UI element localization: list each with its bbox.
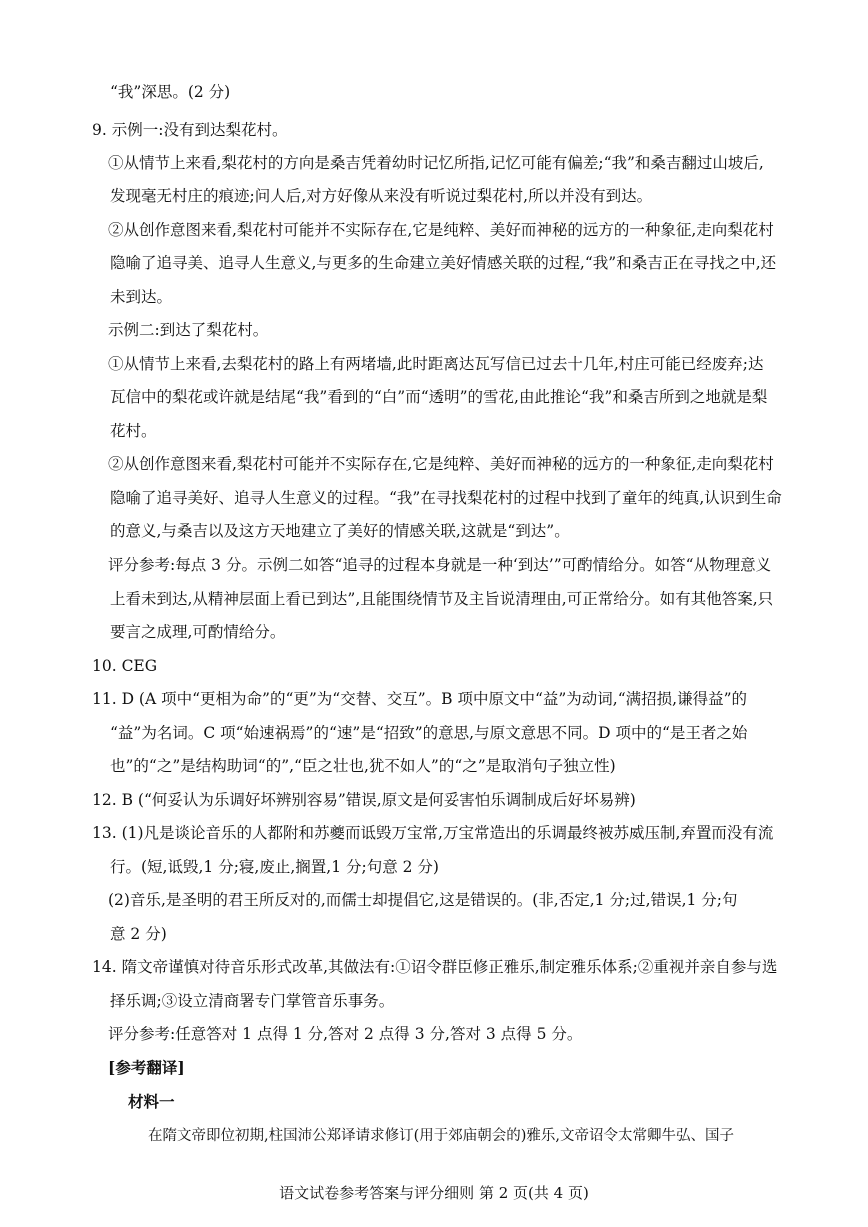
page-footer: 语文试卷参考答案与评分细则 第 2 页(共 4 页) <box>279 1184 589 1202</box>
question-14-answer: 14. 隋文帝谨慎对待音乐形式改革,其做法有:①诏令群臣修正雅乐,制定雅乐体系;②重视并亲自参与选 <box>92 958 778 976</box>
text-line: 意 2 分) <box>110 925 167 943</box>
question-12-answer: 12. B (“何妥认为乐调好坏辨别容易”错误,原文是何妥害怕乐调制成后好坏易辨) <box>92 791 636 809</box>
text-line: ②从创作意图来看,梨花村可能并不实际存在,它是纯粹、美好而神秘的远方的一种象征,走向梨花村 <box>108 221 774 239</box>
text-line: 花村。 <box>110 422 157 440</box>
question-13-answer: 13. (1)凡是谈论音乐的人都附和苏夔而诋毁万宝常,万宝常造出的乐调最终被苏威压制,弃置而没有流 <box>92 824 774 842</box>
question-9-heading: 9. 示例一:没有到达梨花村。 <box>92 121 288 139</box>
text-line: “我”深思。(2 分) <box>110 83 231 101</box>
scoring-note: 评分参考:每点 3 分。示例二如答“追寻的过程本身就是一种‘到达’”可酌情给分。如答“从物理意义 <box>108 556 772 574</box>
text-line: 要言之成理,可酌情给分。 <box>110 623 286 641</box>
material-one-heading: 材料一 <box>128 1092 175 1111</box>
text-line: “益”为名词。C 项“始速祸焉”的“速”是“招致”的意思,与原文意思不同。D 项中的“是王者之始 <box>110 724 748 742</box>
question-10-answer: 10. CEG <box>92 657 158 675</box>
text-line: 隐喻了追寻美好、追寻人生意义的过程。“我”在寻找梨花村的过程中找到了童年的纯真,认识到生命 <box>110 489 782 507</box>
text-line: 发现毫无村庄的痕迹;问人后,对方好像从来没有听说过梨花村,所以并没有到达。 <box>110 187 653 205</box>
text-line: 择乐调;③设立清商署专门掌管音乐事务。 <box>110 992 395 1010</box>
text-line: 示例二:到达了梨花村。 <box>108 321 269 339</box>
text-line: 隐喻了追寻美、追寻人生意义,与更多的生命建立美好情感关联的过程,“我”和桑吉正在寻找之中,还 <box>110 254 777 272</box>
text-line: 瓦信中的梨花或许就是结尾“我”看到的“白”而“透明”的雪花,由此推论“我”和桑吉所到之地就是梨 <box>110 388 768 406</box>
scoring-note: 评分参考:任意答对 1 点得 1 分,答对 2 点得 3 分,答对 3 点得 5 分。 <box>108 1025 583 1043</box>
text-line: 也”的“之”是结构助词“的”,“臣之壮也,犹不如人”的“之”是取消句子独立性) <box>110 757 616 775</box>
question-11-answer: 11. D (A 项中“更相为命”的“更”为“交替、交互”。B 项中原文中“益”为动词,“满招损,谦得益”的 <box>92 690 748 708</box>
text-line: ①从情节上来看,梨花村的方向是桑吉凭着幼时记忆所指,记忆可能有偏差;“我”和桑吉翻过山坡后, <box>108 154 764 172</box>
text-line: (2)音乐,是圣明的君王所反对的,而儒士却提倡它,这是错误的。(非,否定,1 分;过,错误,1 分;句 <box>108 891 738 909</box>
reference-translation-heading: [参考翻译] <box>108 1058 185 1077</box>
text-line: 上看未到达,从精神层面上看已到达”,且能围绕情节及主旨说清理由,可正常给分。如有其他答案,只 <box>110 590 774 608</box>
text-line: 行。(短,诋毁,1 分;寝,废止,搁置,1 分;句意 2 分) <box>110 858 439 876</box>
text-line: 未到达。 <box>110 288 173 306</box>
text-line: 的意义,与桑吉以及这方天地建立了美好的情感关联,这就是“到达”。 <box>110 522 570 540</box>
text-line: ①从情节上来看,去梨花村的路上有两堵墙,此时距离达瓦写信已过去十几年,村庄可能已经废弃;达 <box>108 355 764 373</box>
translation-text: 在隋文帝即位初期,柱国沛公郑译请求修订(用于郊庙朝会的)雅乐,文帝诏令太常卿牛弘、国子 <box>148 1128 735 1144</box>
text-line: ②从创作意图来看,梨花村可能并不实际存在,它是纯粹、美好而神秘的远方的一种象征,走向梨花村 <box>108 455 774 473</box>
